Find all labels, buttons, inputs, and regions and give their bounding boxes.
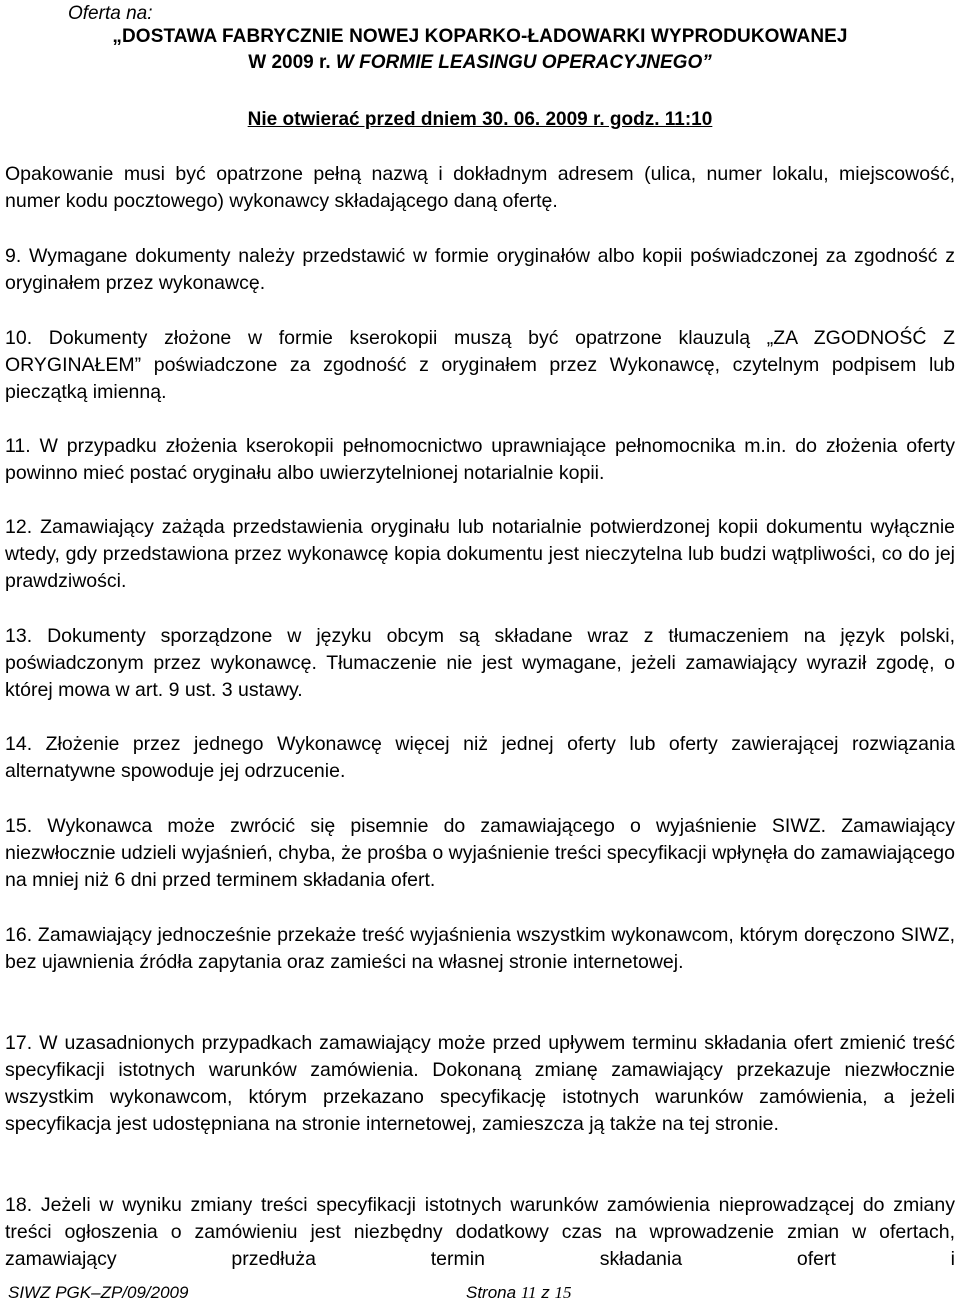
paragraph-10: 10. Dokumenty złożone w formie kserokopii muszą być opatrzone klauzulą „ZA ZGODNOŚĆ Z ORYGINAŁEM” poświadczone za zgodność z oryginałem przez Wykonawcę, czytelnym podpisem lub pieczątką imienną. <box>5 327 955 403</box>
footer-document-id: SIWZ PGK–ZP/09/2009 <box>8 1283 189 1302</box>
paragraph-16: 16. Zamawiający jednocześnie przekaże treść wyjaśnienia wszystkim wykonawcom, którym doręczono SIWZ, bez ujawnienia źródła zapytania oraz zamieści na własnej stronie internetowej. <box>5 924 955 973</box>
offer-label: Oferta na: <box>68 3 153 24</box>
footer-page-of: z <box>536 1283 555 1302</box>
paragraph-18: 18. Jeżeli w wyniku zmiany treści specyfikacji istotnych warunków zamówienia nieprowadzącej do zmiany treści ogłoszenia o zamówieniu jest niezbędny dodatkowy czas na wprowadzenie zmian w ofertach, zamawiający przedłuża termin składania ofert i <box>5 1194 955 1270</box>
paragraph-14: 14. Złożenie przez jednego Wykonawcę więcej niż jednej oferty lub oferty zawierającej rozwiązania alternatywne spowoduje jej odrzucenie. <box>5 733 955 782</box>
do-not-open-notice: Nie otwierać przed dniem 30. 06. 2009 r. godz. 11:10 <box>247 109 713 130</box>
paragraph-11: 11. W przypadku złożenia kserokopii pełnomocnictwo uprawniające pełnomocnika m.in. do złożenia oferty powinno mieć postać oryginału albo uwierzytelnionej notarialnie kopii. <box>5 435 955 484</box>
footer-page-current: 11 <box>520 1283 537 1302</box>
offer-title-line-1: „DOSTAWA FABRYCZNIE NOWEJ KOPARKO-ŁADOWARKI WYPRODUKOWANEJ <box>112 26 848 47</box>
packaging-paragraph: Opakowanie musi być opatrzone pełną nazwą i dokładnym adresem (ulica, numer lokalu, miejscowość, numer kodu pocztowego) wykonawcy składającego daną ofertę. <box>5 163 955 212</box>
paragraph-12: 12. Zamawiający zażąda przedstawienia oryginału lub notarialnie potwierdzonej kopii dokumentu wyłącznie wtedy, gdy przedstawiona przez wykonawcę kopia dokumentu jest nieczytelna lub budzi wątpliwości, co do jej prawdziwości. <box>5 516 955 592</box>
footer-page-word: Strona <box>466 1283 521 1302</box>
paragraph-15: 15. Wykonawca może zwrócić się pisemnie do zamawiającego o wyjaśnienie SIWZ. Zamawiający niezwłocznie udzieli wyjaśnień, chyba, że prośba o wyjaśnienie treści specyfikacji wpłynęła do zamawiającego na mniej niż 6 dni przed terminem składania ofert. <box>5 815 955 891</box>
footer-page-number <box>466 1283 572 1303</box>
paragraph-17: 17. W uzasadnionych przypadkach zamawiający może przed upływem terminu składania ofert zmienić treść specyfikacji istotnych warunków zamówienia. Dokonaną zmianę zamawiający przekazuje niezwłocznie wszystkim wykonawcom, którym przekazano specyfikację istotnych warunków zamówienia, a jeżeli specyfikacja jest udostępniana na stronie internetowej, zamieszcza ją także na tej stronie. <box>5 1032 955 1135</box>
offer-title-line-2 <box>0 52 960 74</box>
paragraph-13: 13. Dokumenty sporządzone w języku obcym są składane wraz z tłumaczeniem na język polski, poświadczonym przez wykonawcę. Tłumaczenie nie jest wymagane, jeżeli zamawiający wyraził zgodę, o której mowa w art. 9 ust. 3 ustawy. <box>5 625 955 701</box>
footer-page-total: 15 <box>554 1283 572 1302</box>
offer-title-leasing: W FORMIE LEASINGU OPERACYJNEGO” <box>335 52 712 73</box>
offer-title-year: W 2009 r. <box>248 52 336 73</box>
paragraph-9: 9. Wymagane dokumenty należy przedstawić w formie oryginałów albo kopii poświadczonej za zgodność z oryginałem przez wykonawcę. <box>5 245 955 294</box>
